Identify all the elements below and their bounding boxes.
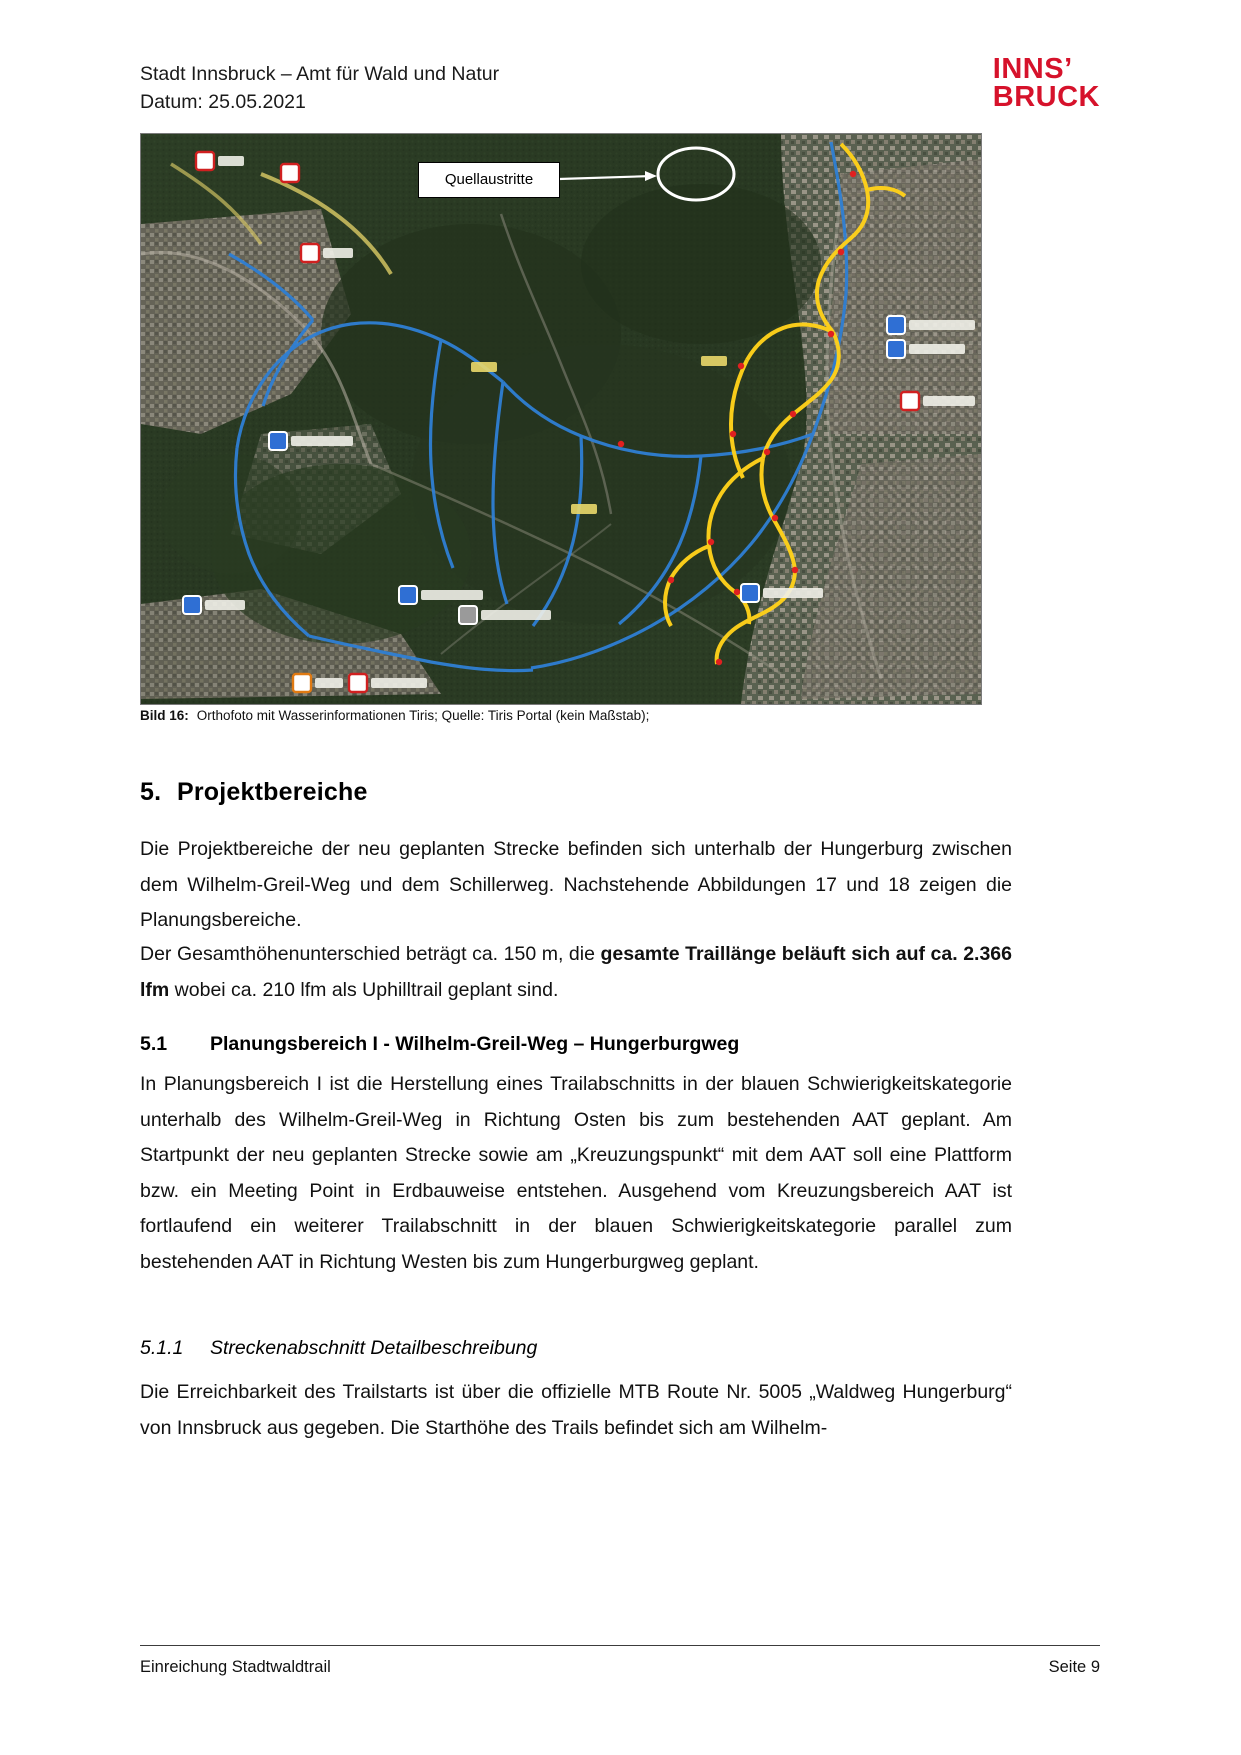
section-heading-5-1 bbox=[140, 1033, 739, 1056]
innsbruck-logo bbox=[993, 55, 1100, 112]
section-5-1-title: Planungsbereich I - Wilhelm-Greil-Weg – Hungerburgweg bbox=[210, 1033, 740, 1055]
section-heading-5 bbox=[140, 778, 368, 807]
footer-page-number: Seite 9 bbox=[1048, 1658, 1100, 1676]
header-line-2: Datum: 25.05.2021 bbox=[140, 91, 306, 114]
map-graphic bbox=[141, 134, 981, 704]
figure-caption bbox=[140, 708, 649, 723]
footer-document-title: Einreichung Stadtwaldtrail bbox=[140, 1658, 331, 1676]
footer-divider bbox=[140, 1645, 1100, 1646]
section-5-number: 5. bbox=[140, 778, 162, 806]
logo-line-2: BRUCK bbox=[992, 81, 1100, 114]
section-heading-5-1-1 bbox=[140, 1337, 537, 1360]
figure-caption-text: Orthofoto mit Wasserinformationen Tiris; Quelle: Tiris Portal (kein Maßstab); bbox=[196, 708, 650, 723]
header-line-1: Stadt Innsbruck – Amt für Wald und Natur bbox=[140, 63, 500, 85]
page-header bbox=[140, 53, 1100, 117]
traillaenge-text-2: wobei ca. 210 lfm als Uphilltrail geplant sind. bbox=[169, 978, 559, 1001]
logo-line-1: INNS’ bbox=[992, 53, 1073, 85]
section-5-1-1-title: Streckenabschnitt Detailbeschreibung bbox=[210, 1337, 538, 1359]
figure-caption-label: Bild 16: bbox=[140, 708, 189, 723]
section-5-title: Projektbereiche bbox=[177, 778, 368, 806]
section-5-1-1-number: 5.1.1 bbox=[140, 1337, 184, 1359]
traillaenge-text-1: Der Gesamthöhenunterschied beträgt ca. 150 m, die bbox=[140, 943, 601, 965]
header-org-info bbox=[140, 60, 499, 117]
traillaenge-bold: gesamte Traillänge beläuft sich auf ca. 2.366 lfm bbox=[140, 943, 1012, 1001]
map-annotation-label: Quellaustritte bbox=[418, 162, 560, 198]
paragraph-traillaenge bbox=[140, 937, 1012, 1008]
section-5-1-number: 5.1 bbox=[140, 1033, 168, 1055]
paragraph-streckenabschnitt: Die Erreichbarkeit des Trailstarts ist über die offizielle MTB Route Nr. 5005 „Waldweg Hungerburg“ von Innsbruck aus gegeben. Die Starthöhe des Trails befindet sich am Wilhelm- bbox=[140, 1381, 1012, 1439]
paragraph-projektbereiche: Die Projektbereiche der neu geplanten Strecke befinden sich unterhalb der Hungerburg zwischen dem Wilhelm-Greil-Weg und dem Schillerweg. Nachstehende Abbildungen 17 und 18 zeigen die Planungsbereiche. bbox=[140, 838, 1012, 931]
paragraph-planungsbereich-1: In Planungsbereich I ist die Herstellung eines Trailabschnitts in der blauen Schwierigkeitskategorie unterhalb des Wilhelm-Greil-Weg in Richtung Osten bis zum bestehenden AAT geplant. Am Startpunkt der neu geplanten Strecke sowie am „Kreuzungspunkt“ mit dem AAT soll eine Plattform bzw. ein Meeting Point in Erdbauweise entstehen. Ausgehend vom Kreuzungsbereich AAT ist fortlaufend ein weiterer Trailabschnitt in der blauen Schwierigkeitskategorie parallel zum bestehenden AAT in Richtung Westen bis zum Hungerburgweg geplant. bbox=[140, 1073, 1012, 1273]
orthophoto-map-figure bbox=[140, 133, 982, 705]
